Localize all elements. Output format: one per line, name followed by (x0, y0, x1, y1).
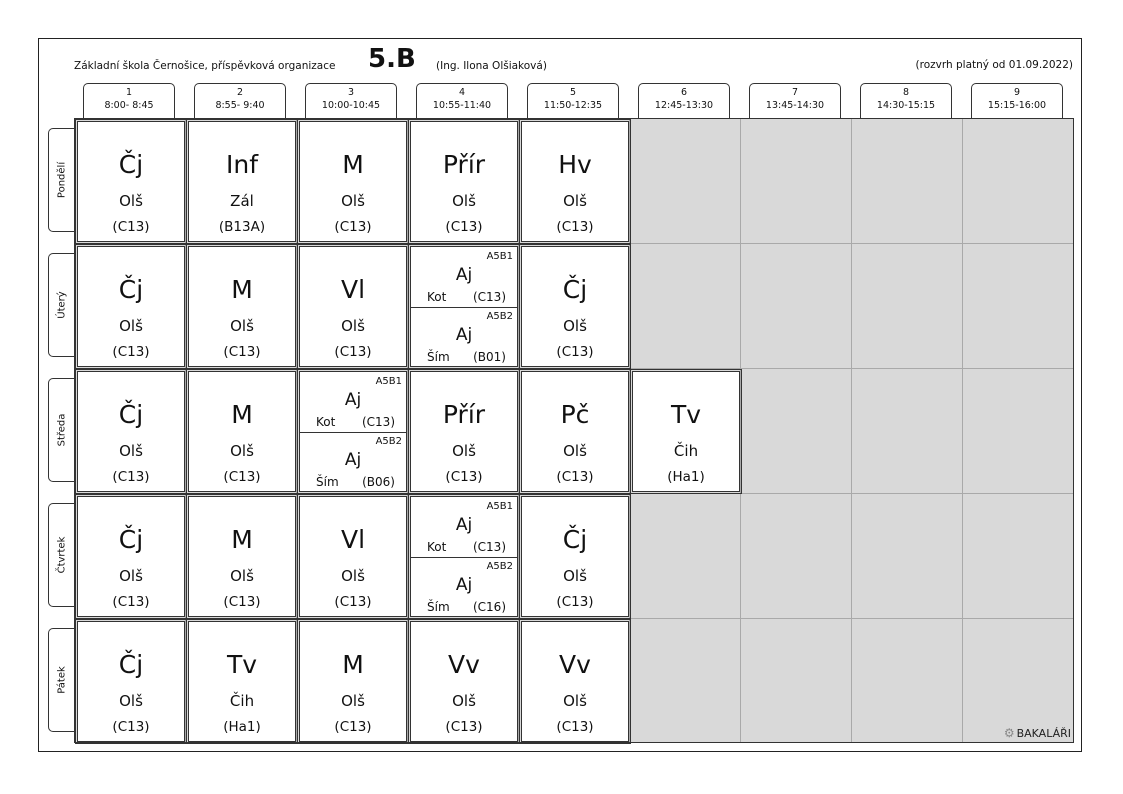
period-time: 8:00- 8:45 (104, 100, 154, 111)
teacher-code: Olš (341, 692, 365, 710)
teacher-code: Olš (119, 317, 143, 335)
room-code: (C13) (556, 344, 594, 360)
lesson-cell[interactable] (410, 496, 518, 617)
grid-line-vertical (740, 119, 741, 742)
subject: Čj (118, 525, 144, 554)
subject: Čj (562, 525, 588, 554)
room-code: (C13) (334, 344, 372, 360)
lesson-cell[interactable] (188, 371, 296, 492)
subject: Aj (455, 515, 473, 535)
room-code: (C13) (112, 469, 150, 485)
lesson-cell[interactable] (410, 121, 518, 242)
day-tab-5 (48, 628, 74, 732)
day-name: Čtvrtek (56, 536, 67, 574)
group-code: A5B1 (486, 251, 513, 262)
room-code: (C13) (445, 719, 483, 735)
subject: Vl (340, 275, 366, 304)
room-code: (C13) (223, 344, 261, 360)
teacher-code: Olš (452, 442, 476, 460)
room-code: (B13A) (218, 219, 266, 235)
group-code: A5B2 (486, 561, 513, 572)
room-code: (C13) (223, 469, 261, 485)
room-code: (C13) (112, 594, 150, 610)
subject: Vl (340, 525, 366, 554)
room-code: (C13) (472, 540, 506, 554)
teacher-code: Olš (119, 192, 143, 210)
lesson-cell[interactable] (188, 621, 296, 742)
grid-line-vertical (185, 119, 186, 742)
lesson-cell[interactable] (299, 621, 407, 742)
teacher-code: Olš (119, 692, 143, 710)
lesson-cell[interactable] (188, 246, 296, 367)
group-code: A5B1 (375, 376, 402, 387)
room-code: (C13) (334, 219, 372, 235)
day-tab-4 (48, 503, 74, 607)
lesson-cell[interactable] (410, 621, 518, 742)
teacher-code: Ším (316, 475, 339, 489)
class-name: 5.B (368, 44, 416, 74)
group-lesson (300, 432, 406, 492)
group-code: A5B1 (486, 501, 513, 512)
subject: Aj (455, 265, 473, 285)
grid-line-vertical (629, 119, 630, 742)
subject: M (342, 650, 364, 679)
lesson-cell[interactable] (521, 121, 629, 242)
room-code: (C13) (556, 469, 594, 485)
period-time: 8:55- 9:40 (215, 100, 265, 111)
room-code: (C13) (556, 219, 594, 235)
teacher-code: Olš (119, 442, 143, 460)
lesson-cell[interactable] (77, 246, 185, 367)
lesson-cell[interactable] (410, 246, 518, 367)
subject: Čj (118, 400, 144, 429)
teacher-code: Olš (230, 567, 254, 585)
subject: Čj (118, 150, 144, 179)
teacher-code: Olš (563, 442, 587, 460)
teacher-code: Zál (230, 192, 254, 210)
lesson-cell[interactable] (521, 246, 629, 367)
lesson-cell[interactable] (77, 371, 185, 492)
period-time: 13:45-14:30 (765, 100, 825, 111)
lesson-cell[interactable] (521, 621, 629, 742)
period-tab-6 (638, 83, 730, 118)
subject: M (342, 150, 364, 179)
group-code: A5B2 (486, 311, 513, 322)
group-code: A5B2 (375, 436, 402, 447)
period-time: 12:45-13:30 (654, 100, 714, 111)
subject: Vv (559, 650, 591, 679)
room-code: (C13) (472, 290, 506, 304)
day-tab-2 (48, 253, 74, 357)
room-code: (C13) (445, 469, 483, 485)
grid-line-vertical (296, 119, 297, 742)
teacher-code: Olš (341, 567, 365, 585)
subject: Hv (558, 150, 592, 179)
group-lesson (300, 372, 406, 433)
group-lesson (411, 307, 517, 367)
room-code: (C13) (556, 594, 594, 610)
teacher-code: Kot (427, 290, 447, 304)
period-number: 5 (569, 87, 577, 98)
room-code: (B06) (362, 475, 395, 489)
teacher-code: Čih (673, 442, 699, 460)
grid-line-vertical (407, 119, 408, 742)
brand-label: BAKALÁŘI (1016, 727, 1071, 740)
subject: Čj (118, 275, 144, 304)
period-tab-2 (194, 83, 286, 118)
period-number: 1 (125, 87, 133, 98)
subject: M (231, 400, 253, 429)
grid-line-vertical (518, 119, 519, 742)
room-code: (C13) (361, 415, 395, 429)
lesson-cell[interactable] (410, 371, 518, 492)
day-tab-1 (48, 128, 74, 232)
day-tab-3 (48, 378, 74, 482)
period-number: 4 (458, 87, 466, 98)
subject: Aj (455, 575, 473, 595)
room-code: (Ha1) (223, 719, 261, 735)
subject: Aj (455, 325, 473, 345)
period-time: 10:00-10:45 (321, 100, 381, 111)
lesson-cell[interactable] (77, 121, 185, 242)
period-number: 9 (1013, 87, 1021, 98)
school-name: Základní škola Černošice, příspěvková organizace (74, 60, 336, 72)
subject: Pč (560, 400, 590, 429)
period-tab-4 (416, 83, 508, 118)
day-name: Pátek (56, 666, 67, 694)
teacher-code: Ším (427, 600, 450, 614)
period-tab-5 (527, 83, 619, 118)
teacher-code: Olš (452, 192, 476, 210)
teacher-code: Olš (341, 192, 365, 210)
period-tab-1 (83, 83, 175, 118)
timetable-grid (74, 118, 1074, 743)
teacher-code: Olš (563, 192, 587, 210)
lesson-cell[interactable] (521, 371, 629, 492)
room-code: (Ha1) (667, 469, 705, 485)
group-lesson (411, 497, 517, 558)
teacher-code: Olš (563, 317, 587, 335)
subject: Tv (670, 400, 702, 429)
period-time: 10:55-11:40 (432, 100, 492, 111)
teacher-code: Olš (230, 317, 254, 335)
subject: Aj (344, 390, 362, 410)
grid-line-horizontal (75, 243, 1073, 244)
period-number: 7 (791, 87, 799, 98)
room-code: (C13) (112, 219, 150, 235)
subject: Vv (448, 650, 480, 679)
period-time: 15:15-16:00 (987, 100, 1047, 111)
teacher-code: Olš (119, 567, 143, 585)
period-tab-9 (971, 83, 1063, 118)
lesson-cell[interactable] (188, 121, 296, 242)
brand-logo (1004, 726, 1071, 740)
teacher-code: Ším (427, 350, 450, 364)
group-lesson (411, 557, 517, 617)
day-name: Středa (56, 413, 67, 447)
room-code: (C16) (472, 600, 506, 614)
subject: Tv (226, 650, 258, 679)
subject: M (231, 275, 253, 304)
lesson-cell[interactable] (299, 121, 407, 242)
class-teacher: (Ing. Ilona Olšiaková) (436, 60, 547, 72)
teacher-code: Olš (563, 567, 587, 585)
period-time: 11:50-12:35 (543, 100, 603, 111)
period-tab-8 (860, 83, 952, 118)
grid-line-horizontal (75, 493, 1073, 494)
lesson-cell[interactable] (188, 496, 296, 617)
lesson-cell[interactable] (632, 371, 740, 492)
room-code: (C13) (112, 719, 150, 735)
room-code: (C13) (334, 594, 372, 610)
room-code: (C13) (445, 219, 483, 235)
room-code: (B01) (473, 350, 506, 364)
lesson-cell[interactable] (299, 496, 407, 617)
period-tab-7 (749, 83, 841, 118)
lesson-cell[interactable] (77, 496, 185, 617)
lesson-cell[interactable] (521, 496, 629, 617)
subject: M (231, 525, 253, 554)
room-code: (C13) (112, 344, 150, 360)
room-code: (C13) (223, 594, 261, 610)
grid-line-vertical (851, 119, 852, 742)
room-code: (C13) (334, 719, 372, 735)
teacher-code: Olš (452, 692, 476, 710)
lesson-cell[interactable] (299, 371, 407, 492)
subject: Inf (225, 150, 259, 179)
teacher-code: Čih (229, 692, 255, 710)
gear-icon: ⚙ (1003, 726, 1015, 740)
subject: Aj (344, 450, 362, 470)
period-number: 6 (680, 87, 688, 98)
room-code: (C13) (556, 719, 594, 735)
validity-note: (rozvrh platný od 01.09.2022) (915, 59, 1073, 71)
teacher-code: Kot (316, 415, 336, 429)
day-name: Pondělí (56, 161, 67, 199)
lesson-cell[interactable] (77, 621, 185, 742)
period-time: 14:30-15:15 (876, 100, 936, 111)
subject: Přír (442, 400, 486, 429)
subject: Přír (442, 150, 486, 179)
teacher-code: Olš (230, 442, 254, 460)
teacher-code: Kot (427, 540, 447, 554)
period-number: 2 (236, 87, 244, 98)
period-number: 8 (902, 87, 910, 98)
grid-line-vertical (962, 119, 963, 742)
subject: Čj (118, 650, 144, 679)
subject: Čj (562, 275, 588, 304)
teacher-code: Olš (341, 317, 365, 335)
grid-line-horizontal (75, 368, 1073, 369)
day-name: Úterý (56, 291, 67, 319)
teacher-code: Olš (563, 692, 587, 710)
group-lesson (411, 247, 517, 308)
grid-line-horizontal (75, 618, 1073, 619)
lesson-cell[interactable] (299, 246, 407, 367)
period-number: 3 (347, 87, 355, 98)
period-tab-3 (305, 83, 397, 118)
